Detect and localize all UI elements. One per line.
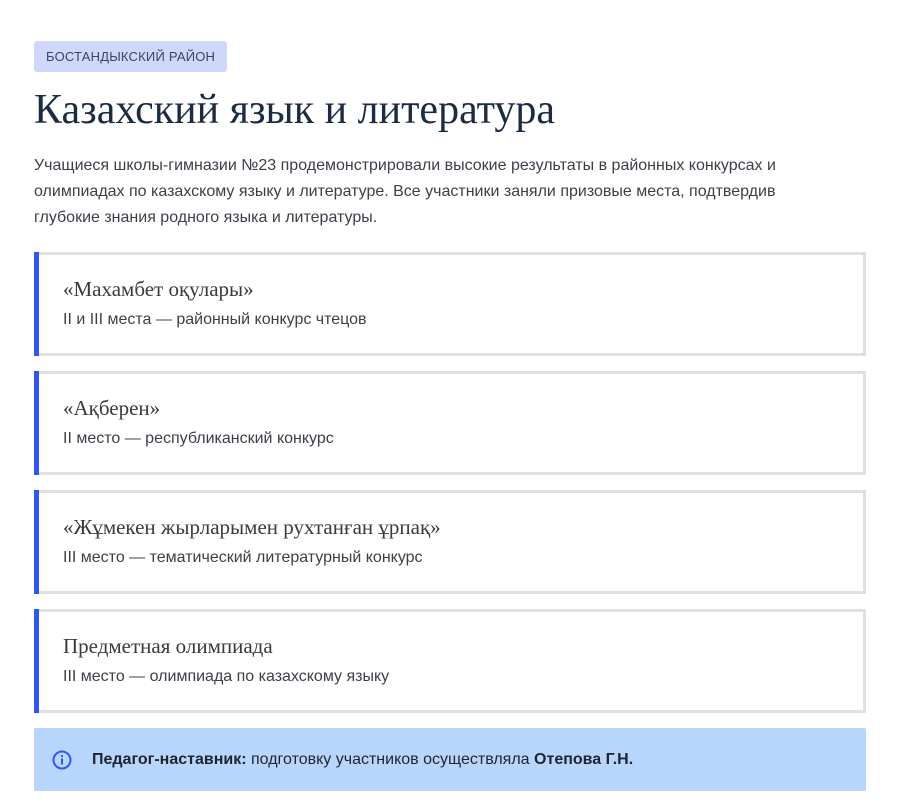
achievement-result: II и III места — районный конкурс чтецов — [63, 311, 367, 328]
achievement-list — [34, 252, 865, 713]
intro-paragraph: Учащиеся школы-гимназии №23 продемонстрировали высокие результаты в районных конкурсах и олимпиадах по казахскому языку и литературе. Все участники заняли призовые места, подтвердив глубокие знания родного языка и литературы. — [34, 157, 776, 226]
achievement-result: III место — тематический литературный конкурс — [63, 549, 423, 566]
mentor-description: подготовку участников осуществляла — [246, 750, 535, 768]
achievement-card — [34, 490, 866, 594]
page-title: Казахский язык и литература — [34, 87, 556, 133]
achievement-card — [34, 371, 866, 475]
achievement-card — [34, 609, 866, 713]
achievement-title: «Ақберен» — [63, 396, 161, 420]
achievement-card — [34, 252, 866, 356]
achievement-title: «Жұмекен жырларымен рухтанған ұрпақ» — [63, 515, 441, 539]
achievement-result: III место — олимпиада по казахскому языку — [63, 668, 390, 685]
achievement-result: II место — республиканский конкурс — [63, 430, 334, 447]
achievement-title: «Махамбет оқулары» — [63, 277, 254, 301]
info-icon — [51, 749, 73, 771]
mentor-note-text — [92, 751, 633, 769]
mentor-name: Отепова Г.Н. — [534, 750, 634, 768]
achievement-title: Предметная олимпиада — [63, 634, 273, 658]
mentor-note — [34, 728, 866, 791]
district-badge: БОСТАНДЫКСКИЙ РАЙОН — [34, 41, 227, 72]
mentor-label: Педагог-наставник: — [92, 750, 247, 768]
